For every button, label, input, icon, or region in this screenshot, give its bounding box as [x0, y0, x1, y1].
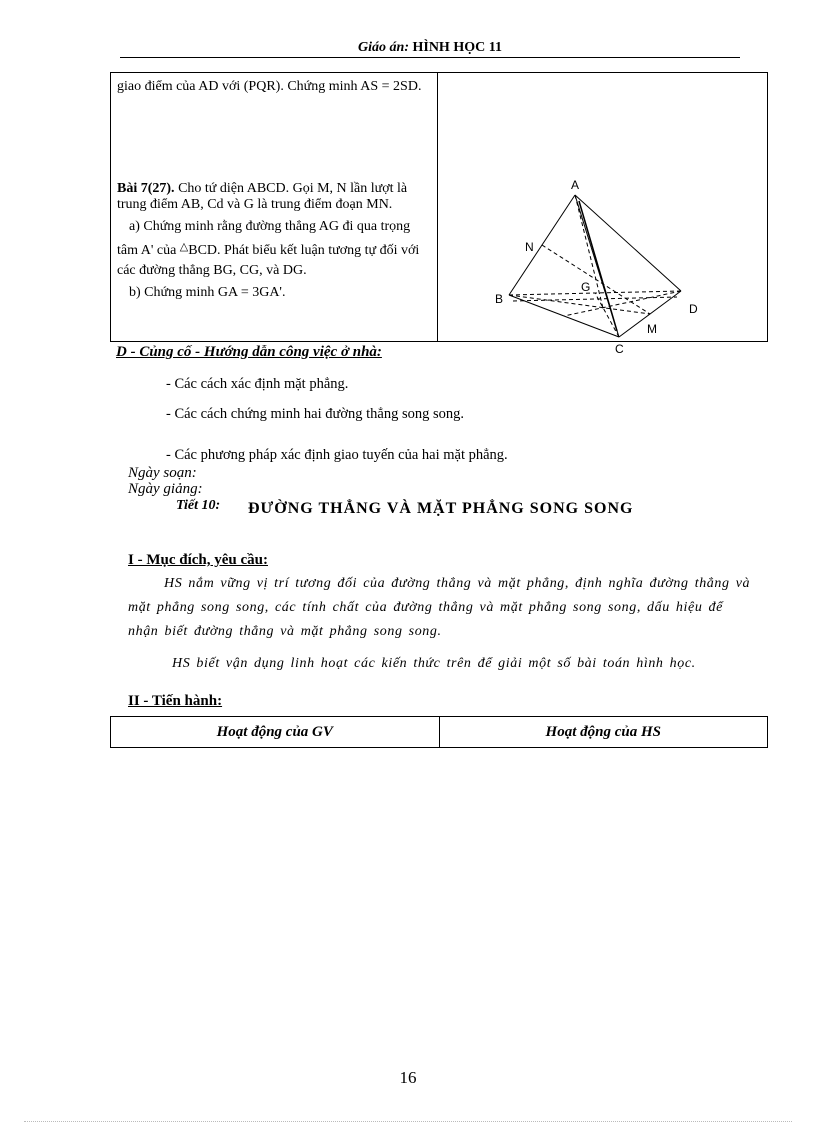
page-header [120, 40, 740, 56]
header-rule [120, 57, 740, 58]
label-D: D [689, 302, 698, 316]
paragraph-1: HS nắm vững vị trí tương đối của đường thẳng và mặt phẳng, định nghĩa đường thẳng và mặt phẳng song song, các tính chất của đường thẳng và mặt phẳng song song, dấu hiệu để nhận biết đường thẳng và mặt phẳng song song. [128, 576, 751, 639]
label-C: C [615, 342, 624, 356]
ngay-soan: Ngày soạn: [128, 465, 197, 481]
label-M: M [647, 322, 657, 336]
bullet-2: - Các cách chứng minh hai đường thẳng song song. [166, 406, 465, 422]
part-a [117, 217, 431, 281]
header-italic: Giáo án: [358, 40, 409, 55]
ngay-giang: Ngày giảng: [128, 481, 203, 497]
exercise-label: Bài 7(27). [117, 181, 175, 196]
label-B: B [495, 292, 504, 306]
intro-text: giao điểm của AD với (PQR). Chứng minh AS = 2SD. [117, 79, 422, 94]
column-hs: Hoạt động của HS [545, 723, 661, 740]
bullet-3: - Các phương pháp xác định giao tuyến của hai mặt phẳng. [166, 447, 508, 463]
part-b: b) Chứng minh GA = 3GA'. [129, 285, 286, 300]
section-2-heading [128, 693, 222, 710]
label-A: A [571, 178, 580, 192]
part-a-text-2: BCD. Phát biểu kết luận tương tự đối với các đường thẳng BG, CG, và DG. [117, 243, 420, 278]
lesson-title: ĐƯỜNG THẲNG VÀ MẶT PHẲNG SONG SONG [248, 500, 634, 517]
section-2-text: II - Tiến hành: [128, 693, 223, 709]
footer-rule [24, 1121, 792, 1122]
lesson-number: Tiết 10: [176, 498, 221, 513]
column-gv: Hoạt động của GV [111, 717, 440, 747]
tetrahedron-figure [441, 173, 765, 356]
exercise-7 [117, 181, 431, 213]
label-N: N [525, 240, 534, 254]
section-d-heading: D - Củng cố - Hướng dẫn công việc ở nhà: [116, 344, 382, 360]
page-number: 16 [399, 1068, 417, 1087]
table-divider [437, 73, 438, 341]
part-a-text-1: a) Chứng minh rằng đường thẳng AG đi qua trọng tâm A' của [117, 219, 411, 258]
activity-table-header [110, 716, 768, 748]
bullet-1: - Các cách xác định mặt phẳng. [166, 376, 349, 392]
exercise-text-cell [117, 79, 431, 301]
label-G: G [581, 280, 591, 294]
section-1-heading [128, 552, 268, 569]
header-bold: HÌNH HỌC 11 [408, 40, 502, 55]
exercise-body: Cho tứ diện ABCD. Gọi M, N lần lượt là trung điểm AB, Cd và G là trung điểm đoạn MN. [117, 181, 408, 212]
section-1-text: I - Mục đích, yêu cầu: [128, 552, 268, 568]
paragraph-2: HS biết vận dụng linh hoạt các kiến thức trên để giải một số bài toán hình học. [172, 656, 696, 671]
triangle-symbol: △ [179, 241, 189, 253]
